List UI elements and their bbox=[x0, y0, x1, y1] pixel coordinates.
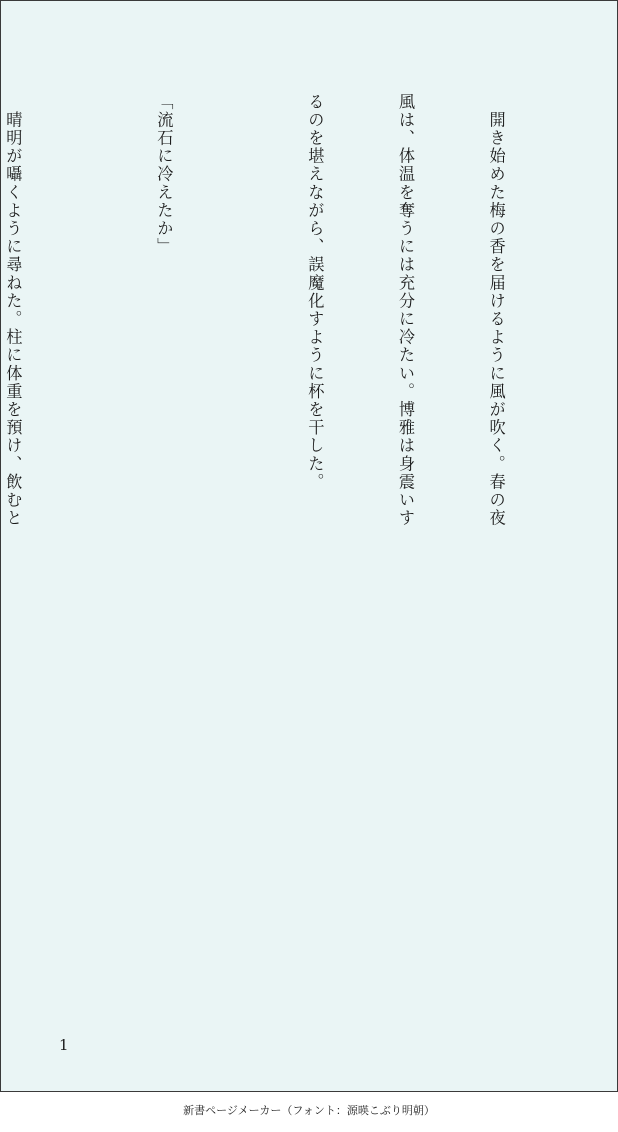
vertical-text-block bbox=[0, 93, 571, 1043]
text-line: 晴明が囁くように尋ねた。柱に体重を預け、飲むと bbox=[3, 93, 23, 528]
footer-credit: 新書ページメーカー（フォント：源暎こぶり明朝） bbox=[183, 1104, 435, 1117]
text-line: 風は、体温を奪うには充分に冷たい。博雅は身震いす bbox=[395, 93, 415, 528]
text-line: 「流石に冷えたか」 bbox=[154, 93, 174, 256]
page-number: 1 bbox=[59, 1036, 69, 1054]
text-line: 開き始めた梅の香を届けるように風が吹く。春の夜 bbox=[486, 93, 506, 528]
text-line: るのを堪えながら、誤魔化すように杯を干した。 bbox=[305, 93, 325, 492]
